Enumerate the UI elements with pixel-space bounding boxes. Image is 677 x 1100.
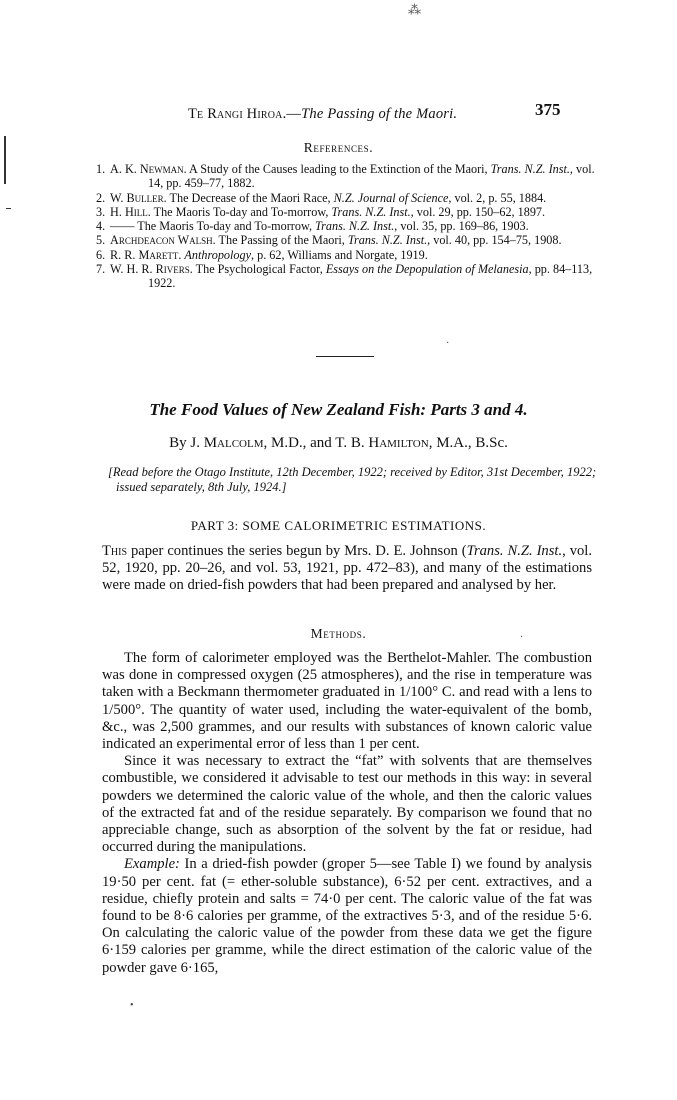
methods-heading: Methods. [310,626,367,641]
running-head-author: Te Rangi Hiroa [188,106,283,122]
reference-journal: Essays on the Depopulation of Melanesia [325,262,529,277]
reference-item [96,248,596,262]
example-lead: Example: [124,856,180,873]
reference-item [96,205,596,219]
margin-dash-mark [6,208,11,209]
intro-journal: Trans. N.Z. Inst. [466,543,563,559]
running-head-title: The Passing of the Maori. [301,106,458,122]
reference-number: 1. [96,162,106,176]
reference-details: , pp. 84–113, 1922. [148,262,593,291]
author-hamilton: Hamilton [368,435,429,451]
methods-body [102,650,592,977]
publication-note: [Read before the Otago Institute, 12th December, 1922; received by Editor, 31st December, 1922; issued separately, 8th July, 1924.] [108,465,597,494]
methods-paragraph-3 [102,856,592,976]
reference-journal: Trans. N.Z. Inst. [490,162,570,176]
reference-number: 4. [96,219,106,234]
byline-mid: , M.D., and T. B. [263,435,369,451]
byline-by: By J. [169,435,204,451]
reference-author: W. H. R. Rivers. [110,262,193,277]
page-number: 375 [535,100,561,119]
reference-details: , p. 62, Williams and Norgate, 1919. [251,247,428,262]
reference-item [96,191,596,205]
reference-author: A. K. Newman. [110,162,187,176]
part-heading: PART 3: SOME CALORIMETRIC ESTIMATIONS. [190,518,487,533]
methods-paragraph-1: The form of calorimeter employed was the Berthelot-Mahler. The combustion was done in compressed oxygen (25 atmospheres), and the rise in temperature was taken with a Beckmann thermometer graduated in 1/100° C. and read with a lens to 1/500°. The quantity of water used, including the water-equivalent of the bomb, &c., was 2,500 grammes, and our results with substances of known caloric value indicated an experimental error of less than 1 per cent. [102,650,592,753]
intro-lead: This [102,543,128,559]
example-text: In a dried-fish powder (groper 5—see Table I) we found by analysis 19·50 per cent. fat (= ether-soluble substance), 6·52 per cent. extractives, and a residue, chiefly protein and salts = 74·0 per cent. The caloric value of the fat was found to be 8·6 calories per gramme, of the extractives 5·3, and of the residue 5·6. On calculating the caloric value of the powder from these data we get the figure 6·159 calories per gramme, while the direct estimation of the caloric value of the powder gave 6·165, [102,856,592,976]
speck-mark: • [130,1000,134,1011]
ornament-mark: ⁂ [408,2,421,17]
reference-journal: Trans. N.Z. Inst. [347,233,428,248]
reference-journal: N.Z. Journal of Science [333,190,449,205]
reference-text: The Psychological Factor, [192,262,326,277]
methods-paragraph-2: Since it was necessary to extract the “fat” with solvents that are themselves combustible, we considered it advisable to test our methods in this way: in several powders we determined the caloric value of the whole, and then the caloric values of the extracted fat and of the residue separately. By comparison we found that no appreciable change, such as absorption of the solvent by the fat or residue, had occurred during the manipulations. [102,753,592,856]
intro-text-b: , vol. 52, 1920, pp. 20–26, and vol. 53, 1921, pp. 472–83), and many of the estimations were made on dried-fish powders that had been prepared and analysed by her. [102,543,593,594]
reference-journal: Anthropology [184,247,251,262]
reference-author: —— [110,219,135,234]
section-divider [316,356,374,357]
running-head [188,106,568,123]
reference-text: A Study of the Causes leading to the Extinction of the Maori, [186,162,491,176]
reference-author: W. Buller. [110,190,167,205]
reference-journal: Trans. N.Z. Inst. [331,204,411,219]
reference-details: , vol. 35, pp. 169–86, 1903. [394,219,529,234]
speck-mark: · [520,632,524,643]
reference-number: 5. [96,233,106,248]
reference-item [96,233,596,247]
reference-journal: Trans. N.Z. Inst. [315,219,395,234]
reference-details: , vol. 40, pp. 154–75, 1908. [427,233,562,248]
reference-number: 6. [96,247,106,262]
intro-paragraph [102,543,592,595]
byline [0,435,677,452]
speck-mark: · [446,338,450,349]
reference-text: The Passing of the Maori, [215,233,348,248]
reference-text: The Maoris To-day and To-morrow, [150,204,332,219]
reference-details: , vol. 14, pp. 459–77, 1882. [148,162,595,191]
reference-item [96,219,596,233]
reference-text: The Decrease of the Maori Race, [166,190,334,205]
reference-item [96,162,596,191]
reference-author: Archdeacon Walsh. [110,233,216,248]
intro-text-a: paper continues the series begun by Mrs. D. E. Johnson ( [127,543,467,559]
reference-number: 7. [96,262,106,277]
reference-item [96,262,596,291]
reference-details: , vol. 29, pp. 150–62, 1897. [410,204,546,219]
reference-author: R. R. Marett. [110,247,182,262]
author-malcolm: Malcolm [203,435,264,451]
references-heading: References. [303,140,374,155]
reference-author: H. Hill. [110,204,151,219]
references-list [96,162,596,291]
reference-details: , vol. 2, p. 55, 1884. [448,190,547,205]
reference-number: 2. [96,190,106,205]
running-head-separator: .— [282,106,302,122]
article-title: The Food Values of New Zealand Fish: Parts 3 and 4. [149,400,528,419]
reference-number: 3. [96,204,106,219]
byline-end: , M.A., B.Sc. [428,435,508,451]
reference-text: The Maoris To-day and To-morrow, [134,219,316,234]
